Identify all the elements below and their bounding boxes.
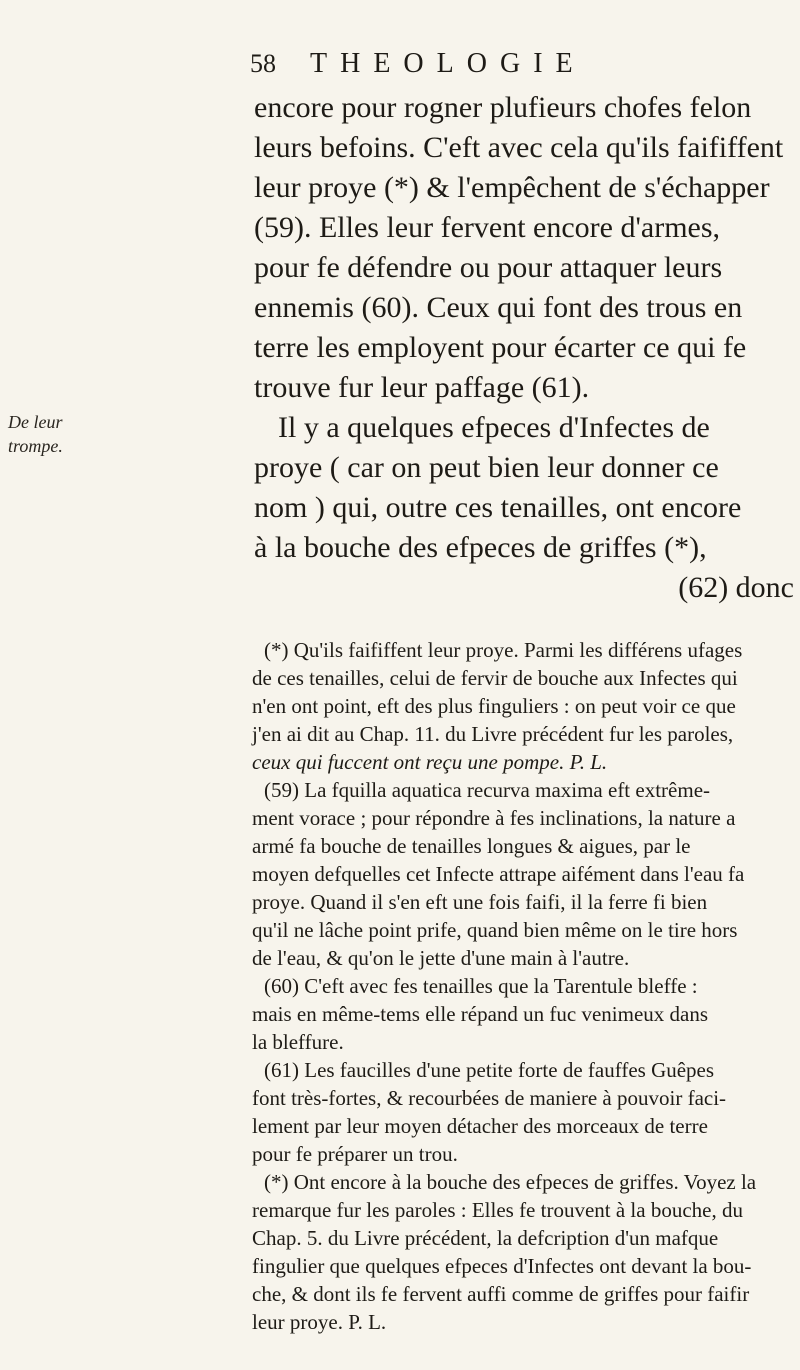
footnote-line: (60) C'eft avec fes tenailles que la Tarentule bleffe : [264,974,698,998]
page-number: 58 [250,49,276,78]
footnote-line: (*) Ont encore à la bouche des efpeces de griffes. Voyez la [264,1170,757,1194]
main-text-line: pour fe défendre ou pour attaquer leurs [254,251,723,284]
page-header [250,48,800,80]
main-text-line: nom ) qui, outre ces tenailles, ont encore [254,491,742,524]
margin-note-line: trompe. [8,436,63,456]
margin-note [8,410,88,458]
main-text-line: ennemis (60). Ceux qui font des trous en [254,291,743,324]
footnote-line: moyen defquelles cet Infecte attrape aifément dans l'eau fa [252,862,745,886]
main-text-line: leur proye (*) & l'empêchent de s'échapper [254,171,770,204]
footnote-line: Chap. 5. du Livre précédent, la defcription d'un mafque [252,1226,719,1250]
main-text [254,88,794,608]
footnote-line: che, & dont ils fe fervent auffi comme de griffes pour faifir [252,1282,750,1306]
footnote-line: (61) Les faucilles d'une petite forte de fauffes Guêpes [264,1058,715,1082]
footnote-line: mais en même-tems elle répand un fuc venimeux dans [252,1002,709,1026]
footnote-line: n'en ont point, eft des plus finguliers : on peut voir ce que [252,694,736,718]
footnote-line: (59) La fquilla aquatica recurva maxima eft extrême- [264,778,711,802]
main-text-line: encore pour rogner plufieurs chofes felon [254,91,752,124]
main-text-line: proye ( car on peut bien leur donner ce [254,451,719,484]
footnote-line: lement par leur moyen détacher des morceaux de terre [252,1114,708,1138]
footnote-line: proye. Quand il s'en eft une fois faifi, il la ferre fi bien [252,890,708,914]
footnote-line: ceux qui fuccent ont reçu une pompe. P. L. [252,750,608,774]
main-text-line: (59). Elles leur fervent encore d'armes, [254,211,721,244]
main-text-line: terre les employent pour écarter ce qui fe [254,331,747,364]
footnote-line: j'en ai dit au Chap. 11. du Livre précédent fur les paroles, [252,722,734,746]
footnote-line: de l'eau, & qu'on le jette d'une main à l'autre. [252,946,630,970]
footnote-line: armé fa bouche de tenailles longues & aigues, par le [252,834,691,858]
running-title: THEOLOGIE [310,48,586,79]
footnotes [252,636,792,1336]
main-text-line: leurs befoins. C'eft avec cela qu'ils faififfent [254,131,784,164]
footnote-line: leur proye. P. L. [252,1310,387,1334]
margin-note-line: De leur [8,412,63,432]
footnote-line: pour fe préparer un trou. [252,1142,458,1166]
main-text-line: (62) donc [678,571,794,604]
footnote-line: font très-fortes, & recourbées de maniere à pouvoir faci- [252,1086,727,1110]
footnote-line: de ces tenailles, celui de fervir de bouche aux Infectes qui [252,666,738,690]
footnote-line: fingulier que quelques efpeces d'Infectes ont devant la bou- [252,1254,752,1278]
footnote-line: (*) Qu'ils faififfent leur proye. Parmi les différens ufages [264,638,743,662]
main-text-line: à la bouche des efpeces de griffes (*), [254,531,707,564]
main-text-line: trouve fur leur paffage (61). [254,371,590,404]
footnote-line: remarque fur les paroles : Elles fe trouvent à la bouche, du [252,1198,743,1222]
footnote-line: ment vorace ; pour répondre à fes inclinations, la nature a [252,806,736,830]
main-text-line: Il y a quelques efpeces d'Infectes de [278,411,710,444]
footnote-line: qu'il ne lâche point prife, quand bien même on le tire hors [252,918,738,942]
footnote-line: la bleffure. [252,1030,344,1054]
